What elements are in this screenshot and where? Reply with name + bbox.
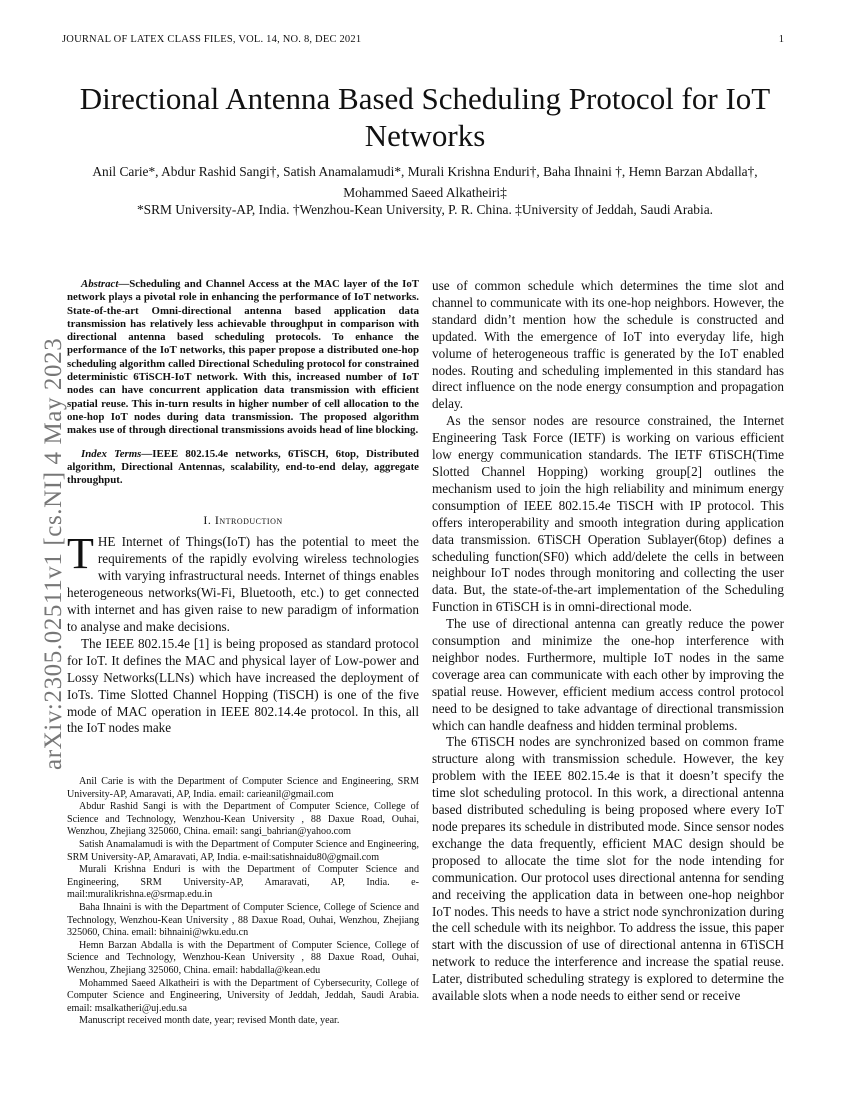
footnote: Satish Anamalamudi is with the Department of Computer Science and Engineering, SRM University-AP, Amaravati, AP, India. e-mail:satishnaidu80@gmail.com bbox=[67, 838, 419, 863]
left-column bbox=[67, 278, 419, 737]
dropcap: T bbox=[67, 529, 94, 579]
intro-paragraph: The IEEE 802.15.4e [1] is being proposed as standard protocol for IoT. It defines the MAC and physical layer of Low-power and Lossy Networks(LLNs) which have increased the deployment of IoTs. Time Slotted Channel Hopping (TiSCH) is one of the five mode of MAC operation in IEEE 802.14.4e protocol. In this, all the IoT nodes make bbox=[67, 635, 419, 736]
abstract-label: Abstract bbox=[81, 278, 119, 290]
intro-p1-text: HE Internet of Things(IoT) has the potential to meet the requirements of the rapidly evolving wireless technologies with varying infrastructural needs. Internet of things enables heterogeneous networks(Wi-Fi, Bluetooth, etc.) to get connected with internet and has given raise to new paradigm of information to analyse and make decisions. bbox=[67, 534, 419, 634]
intro-body bbox=[67, 529, 419, 737]
author-list: Anil Carie*, Abdur Rashid Sangi†, Satish Anamalamudi*, Murali Krishna Enduri†, Baha Ihnaini †, Hemn Barzan Abdalla†, Mohammed Saeed Alkatheiri‡ bbox=[92, 164, 758, 200]
index-terms bbox=[67, 448, 419, 488]
footnote: Abdur Rashid Sangi is with the Department of Computer Science, College of Science and Technology, Wenzhou-Kean University , 88 Daxue Road, Ouhai, Wenzhou, Zhejiang 325060, China. email: sangi_bahrian@yahoo.com bbox=[67, 801, 419, 838]
footnote: Anil Carie is with the Department of Computer Science and Engineering, SRM University-AP, Amaravati, AP, India. email: carieanil@gmail.com bbox=[67, 776, 419, 800]
running-header: JOURNAL OF LATEX CLASS FILES, VOL. 14, NO. 8, DEC 2021 bbox=[62, 34, 362, 45]
page-number: 1 bbox=[778, 34, 784, 45]
footnote: Baha Ihnaini is with the Department of Computer Science, College of Science and Technology, Wenzhou-Kean University , 88 Daxue Road, Ouhai, Wenzhou, Zhejiang 325060, China. email: bihnaini@wku.edu.cn bbox=[67, 901, 419, 939]
body-paragraph: use of common schedule which determines the time slot and channel to communicate with its one-hop neighbors. However, the standard didn’t mention how the schedule is constructed and updated. With the emergence of IoT into everyday life, high volume of heterogeneous traffic is generated by the IoT enabled nodes. Routing and scheduling implemented in this standard has direct influence on the node energy consumption and propagation delay. bbox=[432, 278, 784, 412]
abstract bbox=[67, 278, 419, 438]
footnote: Manuscript received month date, year; revised Month date, year. bbox=[79, 1015, 340, 1027]
body-paragraph: As the sensor nodes are resource constrained, the Internet Engineering Task Force (IETF) is working on various efficient low energy communication standards. The IETF 6TiSCH(Time Slotted Channel Hopping) working group[2] outlines the mechanism used to join the high reliability and minimum energy consumption of IEEE 802.15.4e TiSCH with IP protocol. This offers interoperability and smooth integration during application data transmission. 6TiSCH Operation Sublayer(6top) defines a scheduling function(SF0) which add/delete the cells in between neighbour IoT nodes through monitoring and collecting the user data. But, the state-of-the-art implementation of the Scheduling Function in 6TiSCH is in omni-directional mode. bbox=[432, 413, 784, 615]
footnotes bbox=[67, 776, 419, 1028]
arxiv-stamp: arXiv:2305.02511v1 [cs.NI] 4 May 2023 bbox=[40, 337, 67, 770]
footnote: Hemn Barzan Abdalla is with the Department of Computer Science, College of Science and Technology, Wenzhou-Kean University , 88 Daxue Road, Ouhai, Wenzhou, Zhejiang 325060, China. email: habdalla@kean.edu bbox=[67, 939, 419, 976]
section-heading: I. Introduction bbox=[203, 513, 283, 528]
footnote: Murali Krishna Enduri is with the Department of Computer Science and Engineering, SRM University-AP, Amaravati, AP, India. e-mail:muralikrishna.e@srmap.edu.in bbox=[67, 864, 419, 901]
body-paragraph: The 6TiSCH nodes are synchronized based on common frame structure along with transmission schedule. However, the key problem with the IEEE 802.15.4e is that it doesn’t specify the time slot scheduling protocol. In this work, a directional antenna based distributed scheduling is being proposed where every IoT node prepares its schedule in distributed mode. Since sensor nodes exchange the data frequently, efficient MAC design should be proposed to allocate the time slot for the node intending for communication. Our protocol uses directional antenna for sending and receiving the application data in between one-hop neighbor IoT nodes. This needs to have a strict node synchronization during the cell schedule with its neighbor. To address the issue, this paper start with the discussion of use of directional antenna in 6TiSCH network to reduce the interference and increase the spatial reuse. Later, distributed scheduling strategy is explored to determine the available slots when a node needs to either send or receive bbox=[432, 734, 784, 1004]
index-terms-label: Index Terms bbox=[81, 447, 142, 460]
affiliations: *SRM University-AP, India. †Wenzhou-Kean University, P. R. China. ‡University of Jeddah, Saudi Arabia. bbox=[136, 202, 713, 217]
footnote: Mohammed Saeed Alkatheiri is with the Department of Cybersecurity, College of Computer Science and Engineering, University of Jeddah, Jeddah, Saudi Arabia. email: msalkatheri@uj.edu.sa bbox=[67, 977, 419, 1014]
abstract-text: —Scheduling and Channel Access at the MAC layer of the IoT network plays a pivotal role in enhancing the performance of IoT networks. State-of-the-art Omni-directional antenna based application data transmission has relatively less achievable throughput in comparison with directional antenna based scheduling protocols. To enhance the performance of the IoT networks, this paper propose a distributed one-hop scheduling algorithm called Directional Scheduling protocol for constrained deterministic 6TiSCH-IoT network. With this, increased number of IoT nodes can have concurrent application data transmission with efficient spatial reuse. This in-turn results in higher number of cell allocation to the one-hop IoT nodes during data transmission. The proposed algorithm makes use of through directional transmissions avoids head of line blocking. bbox=[67, 278, 419, 437]
intro-paragraph bbox=[67, 529, 419, 635]
index-terms-text: —IEEE 802.15.4e networks, 6TiSCH, 6top, Distributed algorithm, Directional Antennas, scalability, end-to-end delay, aggregate throughput. bbox=[67, 447, 419, 487]
body-paragraph: The use of directional antenna can greatly reduce the power consumption and minimize the one-hop interference with neighbor nodes. Furthermore, multiple IoT nodes in the same coverage area can communicate with each other by improving the spatial reuse. However, efficient medium access control protocol need to be designed to take advantage of directional transmission which can handle deafness and hidden terminal problems. bbox=[432, 616, 784, 733]
paper-title: Directional Antenna Based Scheduling Protocol for IoT Networks bbox=[79, 81, 771, 153]
right-column bbox=[432, 278, 784, 1005]
